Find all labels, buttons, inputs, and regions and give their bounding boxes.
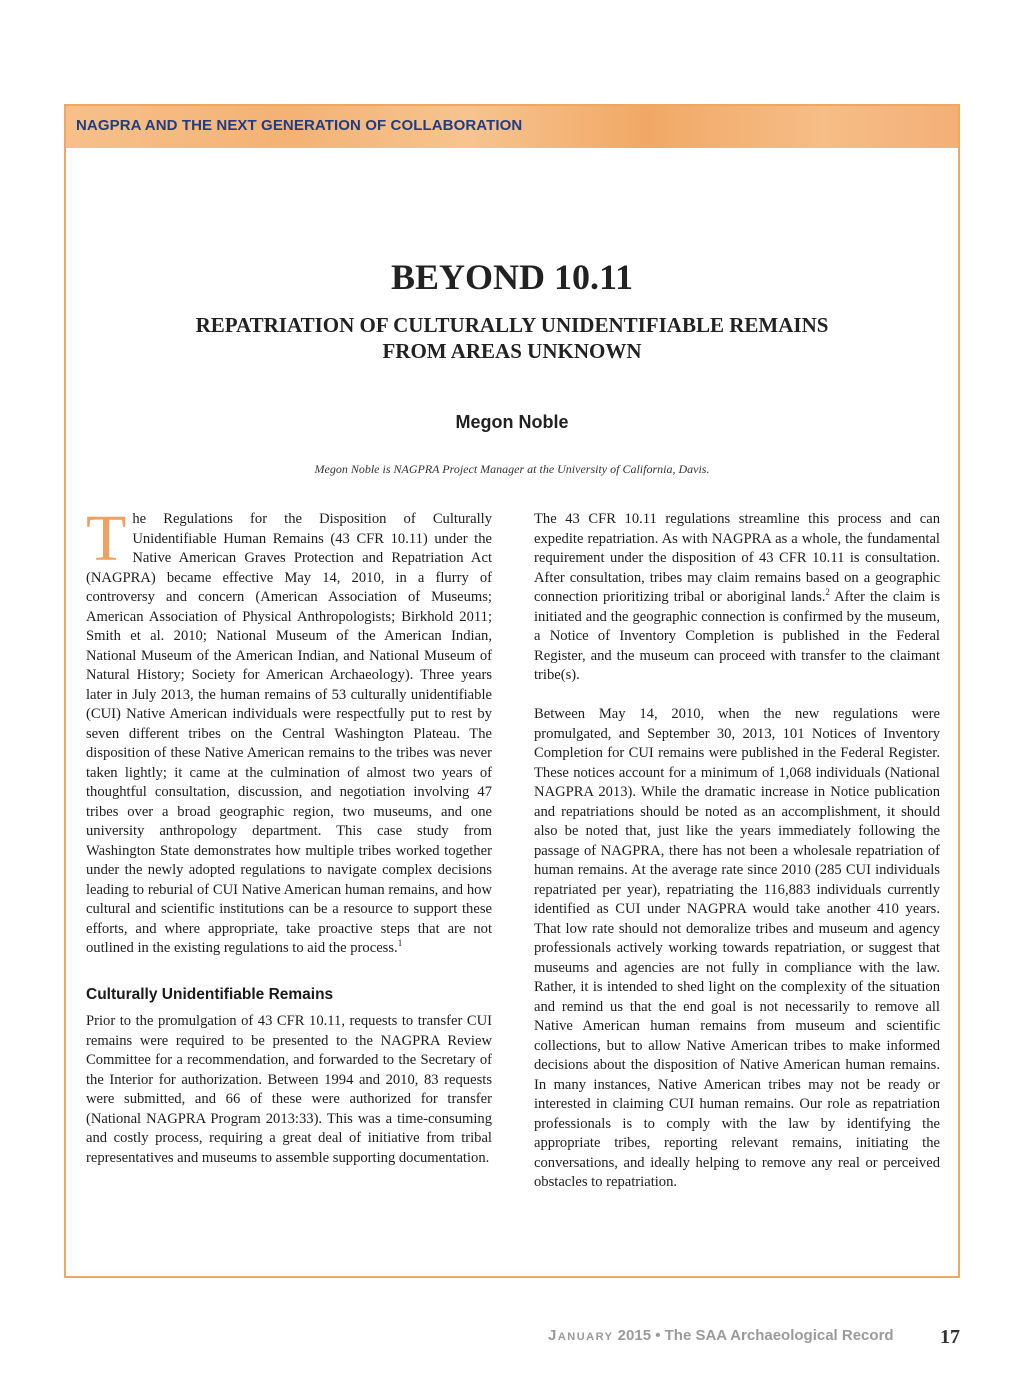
article-frame: [64, 104, 960, 1278]
paragraph-regulations-text-b: After the claim is initiated and the geographic connection is confirmed by the museum, a Notice of Inventory Completion is published in the Federal Register, and the museum can proceed with transfer to the claimant tribe(s).: [534, 589, 941, 683]
footer-month: January: [548, 1327, 614, 1344]
article-title: BEYOND 10.11: [390, 257, 634, 297]
paragraph-cui: Prior to the promulgation of 43 CFR 10.11, requests to transfer CUI remains were required to be presented to the NAGPRA Review Committee for a recommendation, and forwarded to the Secretary of the Interior for authorization. Between 1994 and 2010, 83 requests were submitted, and 66 of these were authorized for transfer (National NAGPRA Program 2013:33). This was a time-consuming and costly process, requiring a great deal of initiative from tribal representatives and museums to assemble supporting documentation.: [86, 1013, 492, 1166]
paragraph-notices: Between May 14, 2010, when the new regulations were promulgated, and September 30, 2013, 101 Notices of Inventory Completion for CUI remains were published in the Federal Register. These notices account for a minimum of 1,068 individuals (National NAGPRA 2013). While the dramatic increase in Notice publication and repatriations should be noted as an accomplishment, it should also be noted that, just like the years immediately following the passage of NAGPRA, there has not been a wholesale repatriation of human remains. At the average rate since 2010 (285 CUI individuals repatriated per year), repatriating the 116,883 individuals currently identified as CUI under NAGPRA would take another 410 years. That low rate should not demoralize tribes and museum and agency professionals actively working towards repatriation, or suggest that museums and agencies are not fully in compliance with the law. Rather, it is intended to shed light on the complexity of the situation and remind us that the end goal is not necessarily to remove all Native American human remains from museum and scientific collections, but to allow Native American tribes to make informed decisions about the disposition of Native American human remains. In many instances, Native American tribes may not be ready or interested in claiming CUI human remains. Our role as repatriation professionals is to comply with the law by identifying the appropriate tribes, reporting relevant remains, initiating the conversations, and ideally helping to remove any real or perceived obstacles to repatriation.: [534, 706, 940, 1190]
left-column: [86, 502, 492, 1168]
section-heading: Culturally Unidentifiable Remains: [86, 985, 334, 1003]
author-name: Megon Noble: [455, 412, 569, 432]
footer-publication: 2015 • The SAA Archaeological Record: [613, 1327, 894, 1344]
paragraph-regulations: [534, 510, 940, 686]
footnote-ref-2: 2: [825, 587, 830, 598]
footnote-ref-1: 1: [397, 938, 403, 949]
paragraph-intro-text: he Regulations for the Disposition of Culturally Unidentifiable Human Remains (43 CFR 10.11) under the Native American Graves Protection and Repatriation Act (NAGPRA) became effective May 14, 2010, in a flurry of controversy and concern (American Association of Museums; American Association of Physical Anthropologists; Birkhold 2011; Smith et al. 2010; National Museum of the American Indian, National Museum of the American Indian, and National Museum of Natural History; Society for American Archaeology). Three years later in July 2013, the human remains of 53 culturally unidentifiable (CUI) Native American individuals were respectfully put to rest by seven different tribes on the Central Washington Plateau. The disposition of these Native American remains to the tribes was never taken lightly; it came at the culmination of almost two years of thoughtful consultation, discussion, and negotiation involving 47 tribes over a broad geographic region, two museums, and one university anthropology department. This case study from Washington State demonstrates how multiple tribes worked together under the newly adopted regulations to navigate complex decisions leading to reburial of CUI Native American human remains, and how cultural and scientific institutions can be a resource to support these efforts, and where appropriate, take proactive steps that are not outlined in the existing regulations to aid the process.: [86, 511, 492, 956]
page-number: 17: [940, 1326, 960, 1348]
right-column: [534, 510, 940, 1193]
paragraph-intro: [86, 502, 492, 959]
paragraph-regulations-text-a: The 43 CFR 10.11 regulations streamline this process and can expedite repatriation. As with NAGPRA as a whole, the fundamental requirement under the disposition of 43 CFR 10.11 is consultation. After consultation, tribes may claim remains based on a geographic connection prioritizing tribal or aboriginal lands.: [534, 511, 940, 605]
drop-cap: T: [86, 502, 127, 575]
subtitle-line-1: REPATRIATION OF CULTURALLY UNIDENTIFIABLE REMAINS: [195, 313, 829, 337]
article-subtitle: [156, 312, 868, 364]
page-footer: [548, 1327, 894, 1344]
section-banner: [66, 106, 958, 148]
author-affiliation: Megon Noble is NAGPRA Project Manager at the University of California, Davis.: [314, 462, 710, 476]
subtitle-line-2: FROM AREAS UNKNOWN: [382, 339, 642, 363]
banner-title: NAGPRA AND THE NEXT GENERATION OF COLLABORATION: [76, 117, 523, 134]
